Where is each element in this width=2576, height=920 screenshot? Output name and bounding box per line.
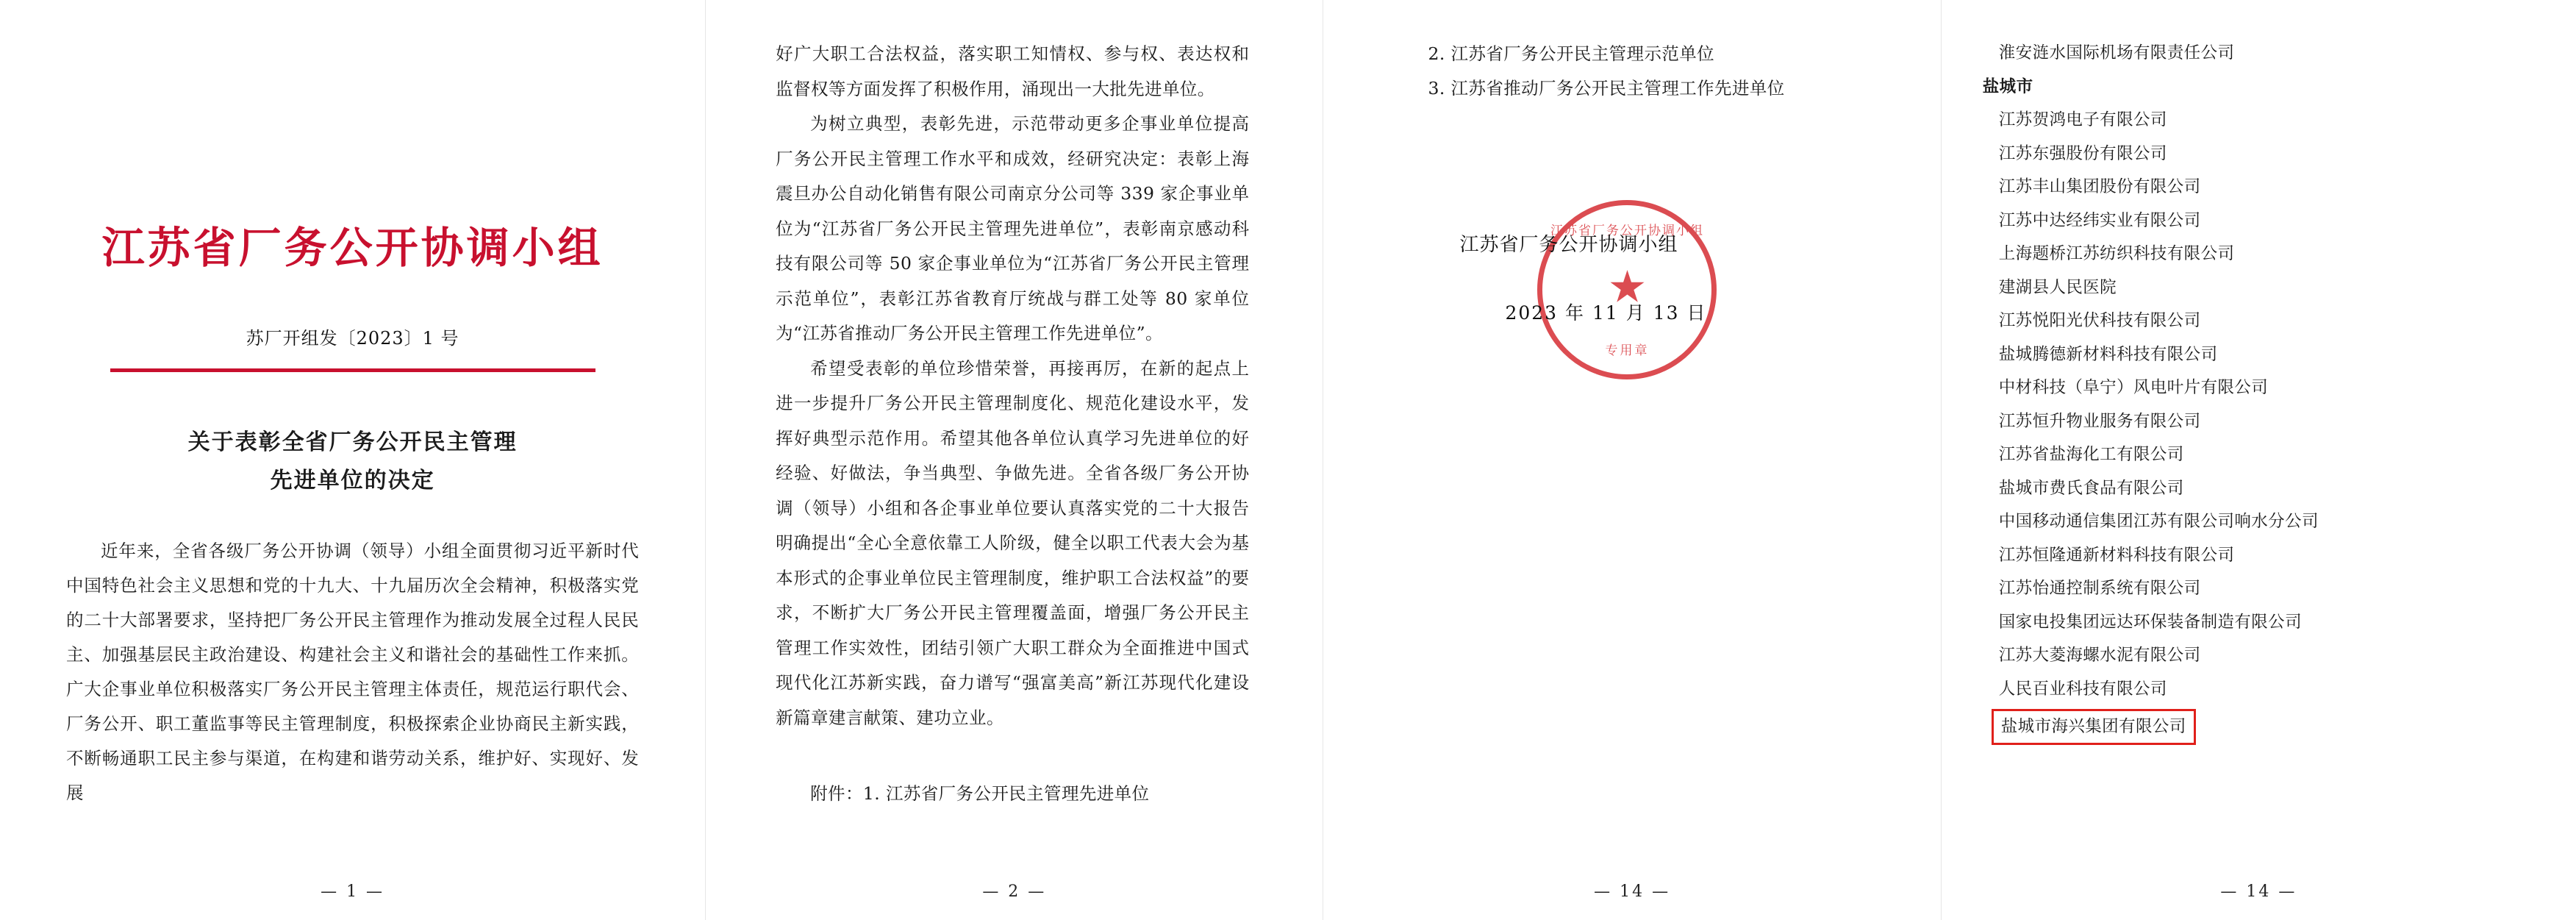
page-2-folio: — 2 — [982, 882, 1047, 901]
organization-list-item: 江苏大菱海螺水泥有限公司 [1998, 646, 2201, 665]
organization-list-item: 江苏恒升物业服务有限公司 [1998, 411, 2201, 431]
organization-list-item: 中国移动通信集团江苏有限公司响水分公司 [1998, 512, 2319, 531]
organization-list-item: 江苏丰山集团股份有限公司 [1998, 177, 2201, 196]
official-seal-icon [1537, 200, 1717, 379]
organization-list-item: 淮安涟水国际机场有限责任公司 [1998, 43, 2235, 63]
attachment-list-item: 2. 江苏省厂务公开民主管理示范单位 [1428, 43, 1715, 64]
page-1-body [66, 534, 639, 810]
organization-list-item: 中材科技（阜宁）风电叶片有限公司 [1998, 378, 2269, 397]
document-number: 苏厂开组发〔2023〕1 号 [246, 328, 459, 349]
organization-list-item: 江苏悦阳光伏科技有限公司 [1998, 311, 2201, 330]
document-title: 江苏省厂务公开协调小组 [101, 223, 604, 273]
decision-title-line-2: 先进单位的决定 [270, 468, 435, 493]
page-3-folio: — 14 — [1594, 882, 1671, 901]
issuing-organization: 江苏省厂务公开协调小组 [1459, 234, 1678, 256]
decision-title-line-1: 关于表彰全省厂务公开民主管理 [187, 429, 518, 455]
attachment-list-item: 3. 江苏省推动厂务公开民主管理工作先进单位 [1428, 78, 1785, 99]
organization-list-item: 江苏怡通控制系统有限公司 [1998, 579, 2201, 598]
document-page-4 [1942, 0, 2576, 920]
organization-list-item: 江苏东强股份有限公司 [1998, 143, 2167, 163]
organization-section-header: 盐城市 [1982, 76, 2033, 96]
page-2-paragraph-1: 好广大职工合法权益，落实职工知情权、参与权、表达权和监督权等方面发挥了积极作用，涌现出一大批先进单位。 [776, 43, 1250, 99]
page-2-paragraph-3: 希望受表彰的单位珍惜荣誉，再接再厉，在新的起点上进一步提升厂务公开民主管理制度化、规范化建设水平，发挥好典型示范作用。希望其他各单位认真学习先进单位的好经验、好做法，争当典型、争做先进。全省各级厂务公开协调（领导）小组和各企事业单位要认真落实党的二十大报告明确提出“全心全意依靠工人阶级，健全以职工代表大会为基本形式的企事业单位民主管理制度，维护职工合法权益”的要求，不断扩大厂务公开民主管理覆盖面，增强厂务公开民主管理工作实效性，团结引领广大职工群众为全面推进中国式现代化江苏新实践，奋力谱写“强富美高”新江苏现代化建设新篇章建言献策、建功立业。 [776, 357, 1250, 728]
organization-list-item: 人民百业科技有限公司 [1998, 679, 2167, 699]
decision-title [66, 424, 639, 500]
seal-star-icon: ★ [1607, 261, 1647, 313]
organization-list-item: 盐城市费氏食品有限公司 [1998, 478, 2184, 498]
organization-list [1982, 37, 2525, 745]
signature-and-seal-area [1393, 187, 1874, 378]
organization-list-item: 建湖县人民医院 [1998, 277, 2117, 297]
page-4-folio: — 14 — [2220, 882, 2297, 901]
organization-list-item: 江苏恒隆通新材料科技有限公司 [1998, 545, 2235, 565]
page-2-paragraph-2: 为树立典型，表彰先进，示范带动更多企事业单位提高厂务公开民主管理工作水平和成效，经研究决定：表彰上海震旦办公自动化销售有限公司南京分公司等 339 家企事业单位为“江苏省厂务公开民主管理先进单位”，表彰南京感动科技有限公司等 50 家企事业单位为“江苏省厂务公开民主管理示范单位”，表彰江苏省教育厅统战与群工处等 80 家单位为“江苏省推动厂务公开民主管理工作先进单位”。 [776, 113, 1250, 343]
highlighted-organization-item: 盐城市海兴集团有限公司 [1992, 709, 2196, 745]
seal-top-text: 江苏省厂务公开协调小组 [1550, 224, 1704, 238]
document-page-1 [0, 0, 705, 920]
organization-list-item: 江苏贺鸿电子有限公司 [1998, 110, 2167, 129]
page-1-folio: — 1 — [321, 882, 385, 901]
organization-list-item: 国家电投集团远达环保装备制造有限公司 [1998, 612, 2302, 632]
red-divider-rule [110, 368, 595, 372]
document-page-2 [706, 0, 1323, 920]
organization-list-item: 上海题桥江苏纺织科技有限公司 [1998, 244, 2235, 263]
document-page-3 [1323, 0, 1940, 920]
organization-list-item: 盐城腾德新材料科技有限公司 [1998, 344, 2218, 364]
attachment-list [1393, 37, 1874, 106]
organization-list-item: 江苏省盐海化工有限公司 [1998, 445, 2184, 464]
page-2-body [776, 37, 1249, 735]
seal-bottom-text: 专用章 [1605, 343, 1650, 358]
page-1-paragraph: 近年来，全省各级厂务公开协调（领导）小组全面贯彻习近平新时代中国特色社会主义思想和党的十九大、十九届历次全会精神，积极落实党的二十大部署要求，坚持把厂务公开民主管理作为推动发展全过程人民民主、加强基层民主政治建设、构建社会主义和谐社会的基础性工作来抓。广大企事业单位积极落实厂务公开民主管理主体责任，规范运行职代会、厂务公开、职工董监事等民主管理制度，积极探索企业协商民主新实践，不断畅通职工民主参与渠道，在构建和谐劳动关系，维护好、实现好、发展 [66, 541, 640, 803]
attachment-line: 附件：1. 江苏省厂务公开民主管理先进单位 [810, 783, 1150, 804]
issue-date: 2023 年 11 月 13 日 [1505, 302, 1707, 324]
organization-list-item: 江苏中达经纬实业有限公司 [1998, 210, 2201, 230]
